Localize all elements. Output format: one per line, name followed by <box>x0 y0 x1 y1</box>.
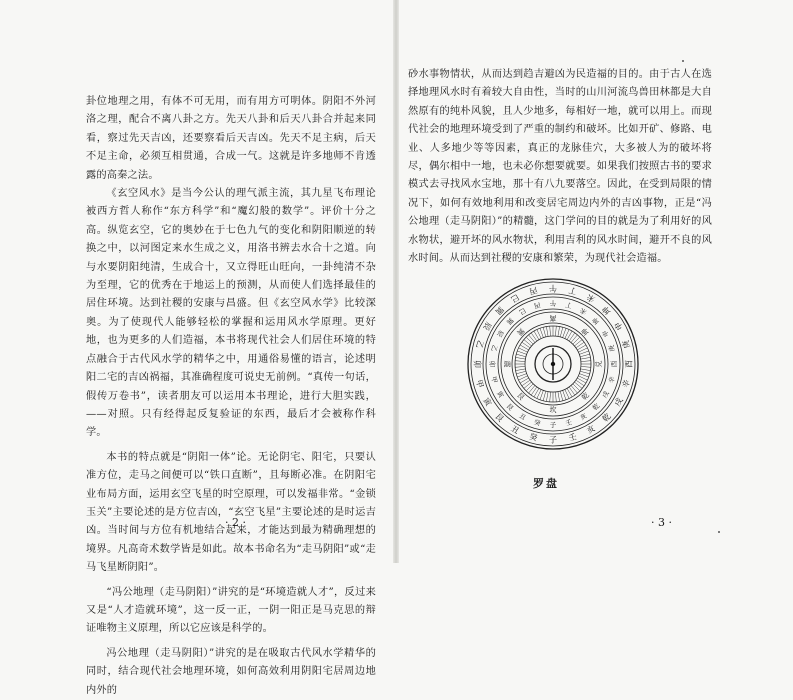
compass-glyph: 巽 <box>515 326 526 337</box>
compass-glyph: 寅 <box>481 396 494 408</box>
compass-glyph: 酉 <box>624 360 634 368</box>
compass-tick <box>574 382 582 388</box>
compass-glyph: 坤 <box>600 304 613 317</box>
compass-tick <box>540 328 543 337</box>
compass-glyph: 甲 <box>474 378 485 389</box>
compass-glyph: 未 <box>585 292 597 305</box>
paragraph: 本书的特点就是“阴阳一体”论。无论阴宅、阳宅，只要认准方位，走马之间便可以“铁口直断”，且每断必准。在阴阳宅业布局方面，运用玄空飞星的时空原理，可以发福非常。“金锁玉关”主要论述的是方位吉凶，“玄空飞星”主要论述的是时运吉凶。当时间与方位有机地结合起来，才能达到最为精确理想的境界。凡高奇术数学皆是如此。故本书命名为“走马阴阳”或“走马飞星断阴阳”。 <box>86 451 376 574</box>
compass-glyph: 酉 <box>610 360 618 368</box>
compass-tick <box>517 374 526 377</box>
compass-tick <box>546 392 548 402</box>
compass-tick <box>569 387 575 395</box>
compass-glyph: 亥 <box>585 423 597 436</box>
compass-tick <box>546 327 548 337</box>
compass-glyph: 未 <box>578 306 589 317</box>
scan-speck <box>718 531 720 533</box>
compass-glyph: 申 <box>600 328 611 339</box>
compass-glyph: 乾 <box>580 391 591 402</box>
figure-caption: 罗盘 <box>533 477 559 490</box>
compass-tick <box>571 385 577 393</box>
compass-tick <box>524 382 532 388</box>
compass-tick <box>522 380 530 386</box>
compass-tick <box>516 371 526 374</box>
compass-glyph: 兑 <box>595 360 603 368</box>
page-number: · 2 · <box>225 516 246 529</box>
compass-glyph: 丑 <box>509 423 521 436</box>
compass-glyph: 乾 <box>600 411 613 424</box>
compass-tick <box>579 374 588 377</box>
compass-tick <box>550 392 551 402</box>
compass-tick <box>581 369 591 371</box>
compass-tick <box>515 366 525 367</box>
compass-glyph: 寅 <box>495 389 506 400</box>
compass-tick <box>558 327 560 337</box>
compass-glyph: 艮 <box>493 411 506 424</box>
compass-svg <box>466 277 640 451</box>
compass-tick <box>563 328 566 337</box>
compass-tick <box>563 390 566 399</box>
right-text-column <box>408 66 712 268</box>
paragraph: 冯公地理（走马阴阳）”讲究的是在吸取古代风水学精华的同时，结合现代社会地理环境，如何高效利用阴阳宅居周边地内外的 <box>86 647 376 696</box>
compass-tick <box>576 342 584 348</box>
compass-tick <box>531 333 537 341</box>
compass-glyph: 辰 <box>481 320 494 332</box>
compass-glyph: 甲 <box>489 375 499 384</box>
compass-tick <box>580 354 590 357</box>
compass-tick <box>531 387 537 395</box>
paragraph: “冯公地理（走马阴阳）”讲究的是“环境造就人才”，反过来又是“人才造就环境”，这一反一正，一阴一阳正是马克思的辩证唯物主义原理，所以它应该是科学的。 <box>86 586 376 635</box>
compass-glyph: 丙 <box>533 300 542 310</box>
compass-glyph: 卯 <box>488 360 496 368</box>
compass-tick <box>516 357 526 359</box>
compass-glyph: 子 <box>549 435 557 445</box>
compass-tick <box>558 392 560 402</box>
paragraph: 砂水事物情状，从而达到趋吉避凶为民造福的目的。由于古人在选择地理风水时有着较大自由性，当时的山川河流鸟兽田林都是大自然原有的纯朴风貌，且人少地多，每相好一地，就可以用上。而现代社会的地理环境受到了严重的制约和破坏。比如开矿、修路、电业、人多地少等等因素，真正的龙脉佳穴，大多被人为的破坏将尽，偶尔相中一地，也未必你想要就要。如果我们按照古书的要求模式去寻找风水宝地，那十有八九要落空。因此，在受到局限的情况下，如何有效地利用和改变居宅周边内外的吉凶事物，正是“冯公地理（走马阴阳）”的精髓，这门学问的目的就是为了利用好的风水物状，避开坏的风水物状，利用吉利的风水时间，避开不良的风水时间。从而达到社稷的安康和繁荣，为现代社会造福。 <box>408 69 712 265</box>
compass-tick <box>573 384 580 391</box>
compass-tick <box>540 390 543 399</box>
compass-tick <box>550 326 551 336</box>
compass-glyph: 震 <box>503 360 511 368</box>
compass-glyph: 丁 <box>564 300 573 310</box>
compass-tick <box>579 351 588 354</box>
compass-tick <box>522 342 530 348</box>
compass-glyph: 亥 <box>578 411 589 422</box>
compass-tick <box>581 357 591 359</box>
compass-tick <box>576 380 584 386</box>
compass-tick <box>529 385 535 393</box>
compass-glyph: 庚 <box>607 344 617 353</box>
compass-tick <box>581 366 591 367</box>
compass-tick <box>555 392 556 402</box>
compass-tick <box>560 391 563 401</box>
compass-tick <box>543 327 546 337</box>
compass-glyph: 艮 <box>515 391 526 402</box>
compass-glyph: 丁 <box>567 285 578 296</box>
compass-glyph: 巽 <box>493 304 506 317</box>
compass-glyph: 午 <box>549 299 557 307</box>
compass-glyph: 丙 <box>528 285 539 296</box>
compass-glyph: 癸 <box>533 418 542 428</box>
compass-glyph: 艮 <box>504 401 516 413</box>
luopan-compass-figure <box>466 277 640 451</box>
compass-glyph: 坎 <box>549 406 557 414</box>
compass-glyph: 卯 <box>472 360 482 368</box>
compass-glyph: 庚 <box>621 339 632 350</box>
compass-tick <box>555 326 556 336</box>
compass-glyph: 巽 <box>504 315 516 327</box>
compass-tick <box>526 384 533 391</box>
compass-glyph: 午 <box>549 283 557 293</box>
compass-tick <box>524 340 532 346</box>
compass-tick <box>581 361 591 362</box>
compass-tick <box>516 369 526 371</box>
compass-glyph: 癸 <box>528 432 539 443</box>
compass-glyph: 辛 <box>607 375 617 384</box>
compass-tick <box>526 337 533 344</box>
compass-glyph: 巳 <box>517 306 528 317</box>
left-page <box>0 0 396 696</box>
compass-tick <box>515 361 525 362</box>
compass-tick <box>573 337 580 344</box>
compass-glyph: 坤 <box>580 326 591 337</box>
compass-tick <box>543 391 546 401</box>
left-text-column <box>86 93 376 700</box>
compass-tick <box>529 335 535 343</box>
compass-glyph: 巳 <box>509 292 521 305</box>
compass-tick <box>560 327 563 337</box>
compass-tick <box>571 335 577 343</box>
compass-glyph: 子 <box>549 421 557 429</box>
compass-tick <box>517 351 526 354</box>
page-number: · 3 · <box>651 516 672 529</box>
compass-glyph: 辛 <box>621 378 632 389</box>
paragraph: 《玄空风水》是当今公认的理气派主流，其九星飞布理论被西方哲人称作“东方科学”和“魔幻般的数学”。评价十分之高。纵览玄空，它的奥妙在于七色九气的变化和阴阳顺逆的转换之中，以河图定来水生成之义，用洛书辨去水合十之道。向与水要阴阳纯清，生成合十，又立得旺山旺向，一卦纯清不杂为至理，它的优秀在于地运上的预测，从而使人们选择最佳的居住环境。达到社稷的安康与昌盛。但《玄空风水学》比较深奥。为了使现代人能够轻松的掌握和运用风水学原理。更好地，也为更多的人们造福，本书将现代社会人们居住环境的特点融合于古代风水学的精华之中，用通俗易懂的语言，论述明阳二宅的吉凶祸福，其准确程度可说史无前例。“真传一句话，假传万卷书”，读者朋友可以运用本书理论，进行大胆实践，——对照。只有经得起反复验证的东西，最后才会被称作科学。 <box>86 188 376 439</box>
compass-glyph: 乾 <box>590 401 602 413</box>
compass-glyph: 离 <box>549 314 557 322</box>
paragraph: 卦位地理之用，有体不可无用，而有用方可明体。阴阳不外河洛之理，配合不离八卦之方。先天八卦和后天八卦合并起来同看，察过先天吉凶，还要察看后天吉凶。先天不足主病，后天不足主命，必须互相贯通，合成一气。这就是许多地师不肯透露的高秦之法。 <box>86 96 376 181</box>
compass-glyph: 戌 <box>600 389 611 400</box>
compass-glyph: 乙 <box>474 339 485 350</box>
compass-glyph: 壬 <box>564 418 573 428</box>
compass-tick <box>516 354 526 357</box>
compass-tick <box>580 371 590 374</box>
compass-glyph: 戌 <box>612 396 625 408</box>
compass-tick <box>569 333 575 341</box>
compass-pivot <box>551 362 555 366</box>
compass-glyph: 坤 <box>590 315 602 327</box>
compass-tick <box>574 340 582 346</box>
scan-speck <box>682 60 684 62</box>
compass-glyph: 申 <box>612 320 625 332</box>
compass-glyph: 乙 <box>489 344 499 353</box>
compass-glyph: 壬 <box>567 432 578 443</box>
compass-glyph: 辰 <box>495 328 506 339</box>
compass-glyph: 丑 <box>517 411 528 422</box>
